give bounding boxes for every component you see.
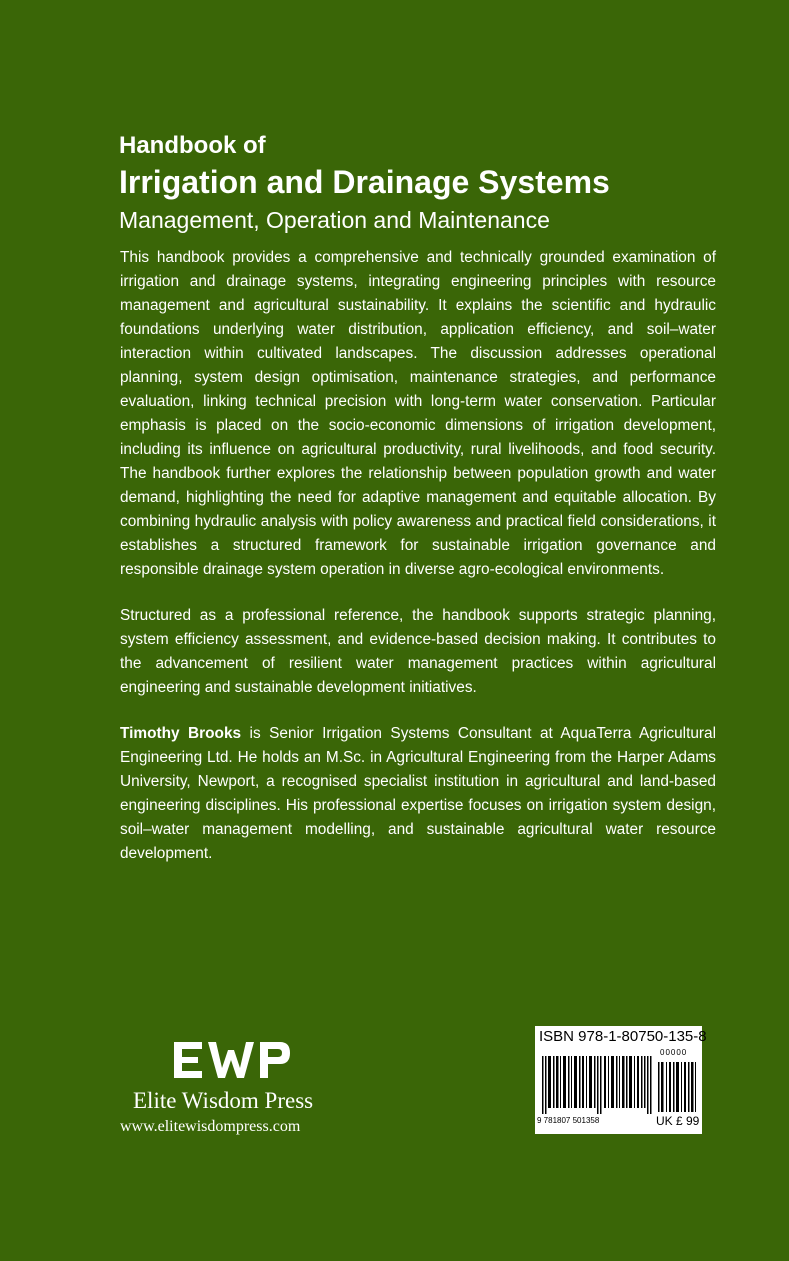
barcode-bars (540, 1056, 698, 1114)
author-bio-text: is Senior Irrigation Systems Consultant at AquaTerra Agricultural Engineering Ltd. He holds an M.Sc. in Agricultural Engineering from the Harper Adams University, Newport, a recognised specialist institution in agricultural and land-based engineering disciplines. His professional expertise focuses on irrigation system design, soil–water management modelling, and sustainable agricultural water resource development. (120, 725, 717, 862)
author-name: Timothy Brooks (120, 725, 242, 742)
publisher-name: Elite Wisdom Press (133, 1088, 314, 1113)
description-paragraph-1: This handbook provides a comprehensive and technically grounded examination of irrigation and drainage systems, integrating engineering principles with resource management and agricultural sustainability. It explains the scientific and hydraulic foundations underlying water distribution, application efficiency, and soil–water interaction within cultivated landscapes. The discussion addresses operational planning, system design optimisation, maintenance strategies, and performance evaluation, linking technical precision with long-term water conservation. Particular emphasis is placed on the socio-economic dimensions of irrigation development, including its influence on agricultural productivity, rural livelihoods, and food security. The handbook further explores the relationship between population growth and water demand, highlighting the need for adaptive management and equitable allocation. By combining hydraulic analysis with policy awareness and practical field considerations, it establishes a structured framework for sustainable irrigation governance and responsible drainage system operation in diverse agro-ecological environments. (120, 249, 716, 578)
barcode-addon-digits: 00000 (660, 1048, 688, 1057)
title-prefix: Handbook of (119, 132, 266, 159)
description-paragraph-2: Structured as a professional reference, the handbook supports strategic planning, system efficiency assessment, and evidence-based decision making. It contributes to the advancement of resilient water management practices within agricultural engineering and sustainable development initiatives. (120, 607, 716, 696)
author-bio (120, 722, 716, 866)
book-subtitle: Management, Operation and Maintenance (119, 207, 550, 233)
barcode-digits: 9 781807 501358 (537, 1116, 600, 1125)
price: UK £ 99 (656, 1114, 700, 1128)
isbn-barcode (535, 1026, 707, 1134)
publisher-url: www.elitewisdompress.com (120, 1118, 301, 1135)
isbn-number: ISBN 978-1-80750-135-8 (539, 1028, 707, 1045)
book-title: Irrigation and Drainage Systems (119, 164, 610, 200)
publisher-logo-mark (174, 1038, 292, 1080)
blurb (120, 246, 716, 888)
title-block (119, 131, 719, 235)
